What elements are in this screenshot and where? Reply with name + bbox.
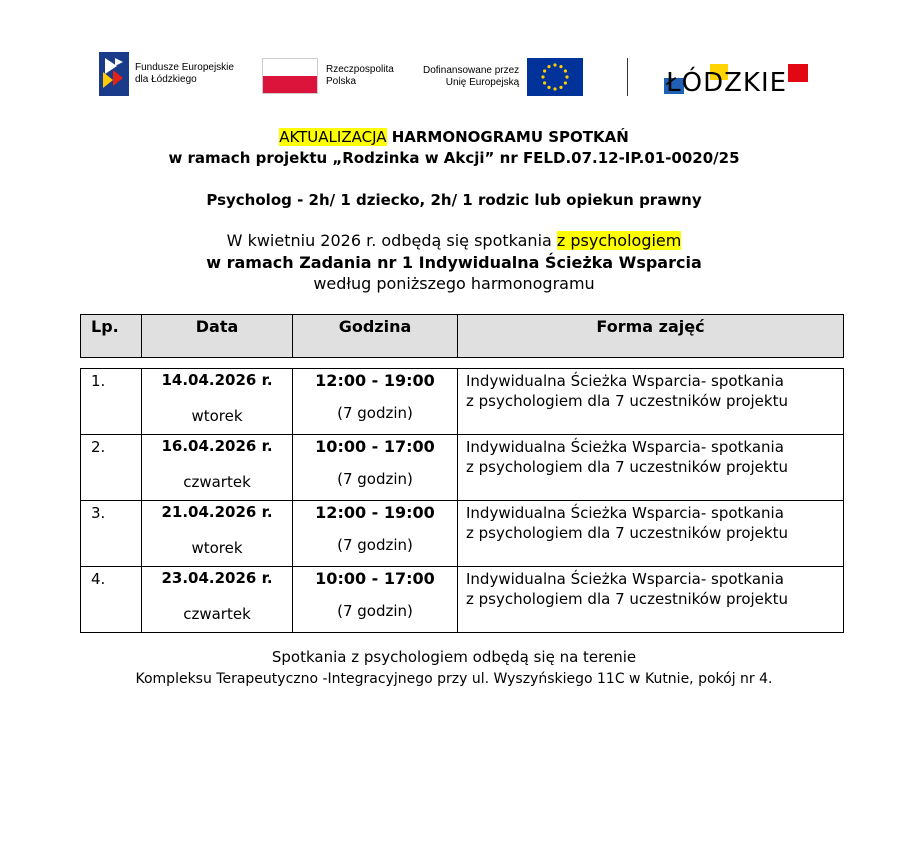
intro-line2: w ramach Zadania nr 1 Indywidualna Ścieżka Wsparcia — [206, 253, 702, 272]
row-hours: (7 godzin) — [337, 470, 413, 488]
header-date: Data — [142, 315, 293, 358]
fe-line2: dla Łódzkiego — [135, 74, 197, 85]
project-line: w ramach projektu „Rodzinka w Akcji” nr FELD.07.12-IP.01-0020/25 — [168, 149, 740, 167]
update-highlight: AKTUALIZACJA — [279, 128, 387, 146]
row-form-cell — [458, 435, 844, 501]
row-date: 23.04.2026 r. — [161, 569, 273, 587]
eu-flag-icon — [527, 58, 583, 96]
row-date-cell — [142, 369, 293, 435]
fundusze-europejskie-logo — [99, 52, 234, 96]
title-rest: HARMONOGRAMU SPOTKAŃ — [386, 128, 629, 146]
rzeczpospolita-logo — [262, 58, 394, 94]
footer-line1: Spotkania z psychologiem odbędą się na terenie — [271, 648, 637, 666]
specialist-line: Psycholog - 2h/ 1 dziecko, 2h/ 1 rodzic lub opiekun prawny — [206, 191, 702, 209]
row-date: 21.04.2026 r. — [161, 503, 273, 521]
row-weekday: czwartek — [183, 605, 251, 623]
row-hours: (7 godzin) — [337, 536, 413, 554]
row-form-l2: z psychologiem dla 7 uczestników projektu — [466, 392, 788, 410]
fe-emblem-icon — [99, 52, 129, 96]
header-lp: Lp. — [81, 315, 142, 358]
row-form-l2: z psychologiem dla 7 uczestników projektu — [466, 590, 788, 608]
row-time: 12:00 - 19:00 — [315, 371, 435, 390]
table-spacer — [81, 358, 844, 369]
row-lp: 2. — [81, 435, 142, 501]
row-date: 14.04.2026 r. — [161, 371, 273, 389]
table-row — [81, 501, 844, 567]
intro-pre: W kwietniu 2026 r. odbędą się spotkania — [226, 231, 557, 250]
header-time: Godzina — [293, 315, 458, 358]
table-row — [81, 435, 844, 501]
table-row — [81, 567, 844, 633]
row-time-cell — [293, 501, 458, 567]
row-form-cell — [458, 567, 844, 633]
lodzkie-logo — [664, 60, 814, 96]
row-form-l1: Indywidualna Ścieżka Wsparcia- spotkania — [466, 438, 784, 456]
row-time-cell — [293, 369, 458, 435]
polish-flag-icon — [262, 58, 318, 94]
row-hours: (7 godzin) — [337, 602, 413, 620]
row-date: 16.04.2026 r. — [161, 437, 273, 455]
row-form-cell — [458, 501, 844, 567]
footer-line2: Kompleksu Terapeutyczno -Integracyjnego przy ul. Wyszyńskiego 11C w Kutnie, pokój nr 4. — [135, 671, 773, 687]
rp-line2: Polska — [326, 76, 357, 87]
row-form-cell — [458, 369, 844, 435]
row-time: 12:00 - 19:00 — [315, 503, 435, 522]
fe-line1: Fundusze Europejskie — [135, 62, 234, 73]
row-lp: 3. — [81, 501, 142, 567]
row-time: 10:00 - 17:00 — [315, 437, 435, 456]
logo-divider — [627, 58, 628, 96]
row-weekday: wtorek — [191, 539, 243, 557]
row-time: 10:00 - 17:00 — [315, 569, 435, 588]
rp-line1: Rzeczpospolita — [326, 64, 394, 75]
row-weekday: czwartek — [183, 473, 251, 491]
row-date-cell — [142, 567, 293, 633]
intro-line1 — [0, 231, 908, 251]
schedule-table — [80, 314, 844, 633]
row-time-cell — [293, 567, 458, 633]
row-hours: (7 godzin) — [337, 404, 413, 422]
logo-bar — [96, 50, 816, 100]
row-weekday: wtorek — [191, 407, 243, 425]
header-form: Forma zajęć — [458, 315, 844, 358]
intro-line3: według poniższego harmonogramu — [313, 274, 595, 293]
row-date-cell — [142, 435, 293, 501]
svg-text:ŁÓDZKIE: ŁÓDZKIE — [666, 68, 788, 96]
document-title — [0, 127, 908, 147]
row-form-l2: z psychologiem dla 7 uczestników projektu — [466, 524, 788, 542]
eu-logo — [423, 58, 583, 96]
row-form-l1: Indywidualna Ścieżka Wsparcia- spotkania — [466, 570, 784, 588]
table-row — [81, 369, 844, 435]
table-header-row — [81, 315, 844, 358]
row-form-l1: Indywidualna Ścieżka Wsparcia- spotkania — [466, 372, 784, 390]
lodzkie-emblem-icon — [664, 60, 814, 96]
row-form-l1: Indywidualna Ścieżka Wsparcia- spotkania — [466, 504, 784, 522]
row-lp: 4. — [81, 567, 142, 633]
row-time-cell — [293, 435, 458, 501]
row-lp: 1. — [81, 369, 142, 435]
row-form-l2: z psychologiem dla 7 uczestników projektu — [466, 458, 788, 476]
eu-line2: Unię Europejską — [445, 77, 520, 88]
row-date-cell — [142, 501, 293, 567]
intro-highlight: z psychologiem — [556, 231, 682, 250]
eu-line1: Dofinansowane przez — [423, 65, 520, 76]
